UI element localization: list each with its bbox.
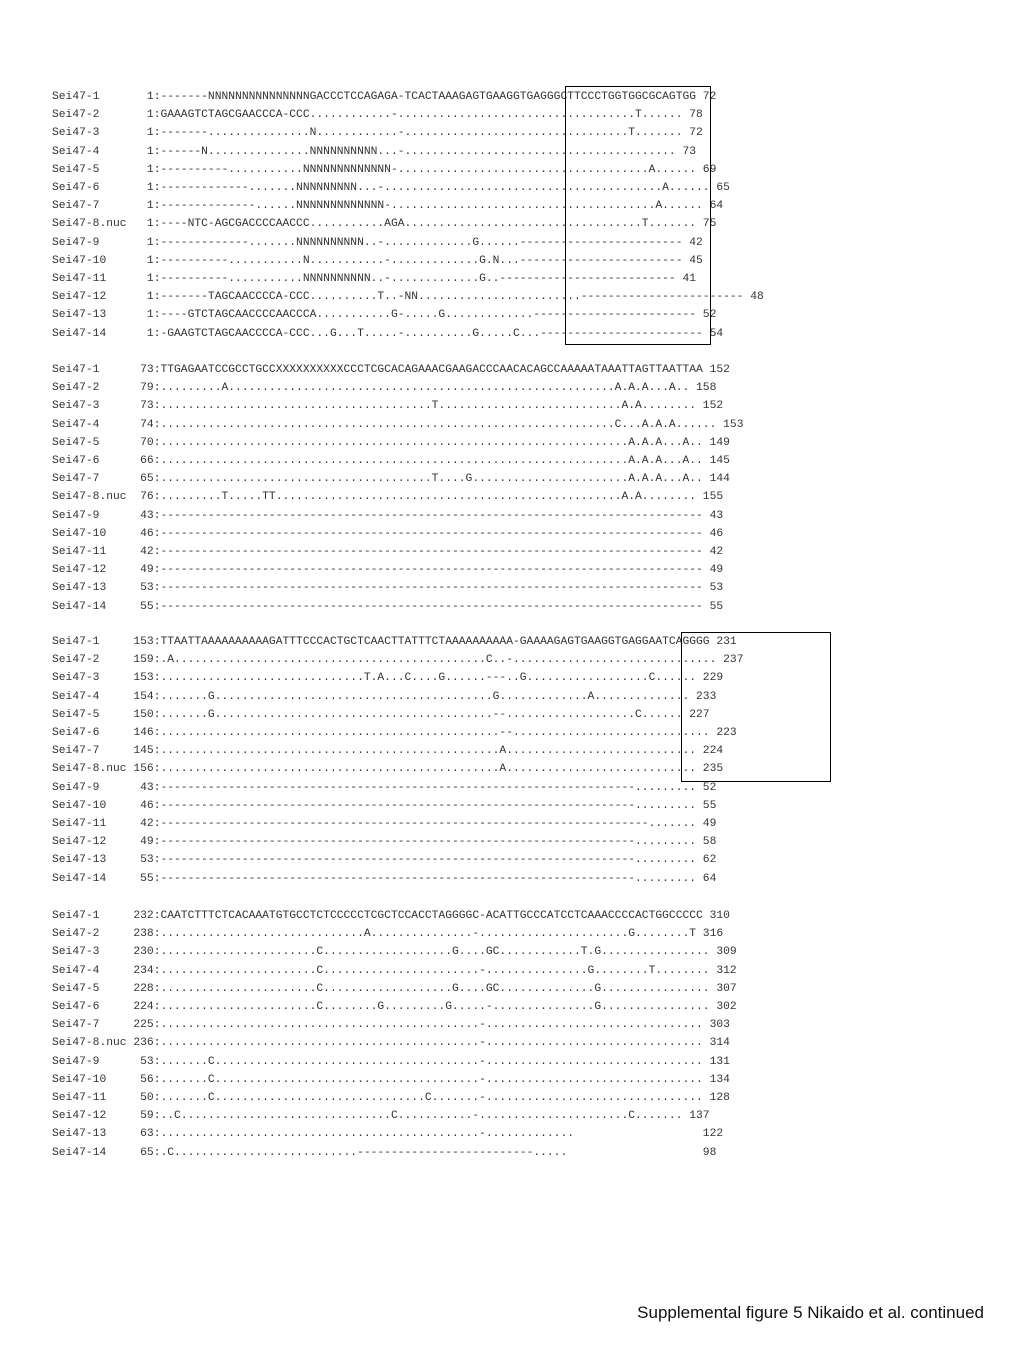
alignment-row: Sei47-4 1:------N...............NNNNNNNNNN...-........................................ 73 xyxy=(52,145,697,158)
alignment-row: Sei47-12 59:..C...............................C...........-......................C....... 137 xyxy=(52,1110,710,1123)
alignment-row: Sei47-6 1:-------------.......NNNNNNNNN...-.........................................A...... 65 xyxy=(52,182,730,195)
alignment-row: Sei47-13 63:...............................................-............. 122 xyxy=(52,1128,724,1141)
alignment-row: Sei47-10 46:-------------------------------------------------------------------------------- 46 xyxy=(52,527,724,540)
alignment-row: Sei47-8.nuc 1:----NTC-AGCGACCCCAACCC...........AGA...................................T....... 75 xyxy=(52,218,717,231)
alignment-row: Sei47-6 66:.....................................................................A.A.A...A.. 145 xyxy=(52,455,730,468)
alignment-row: Sei47-2 79:.........A.........................................................A.A.A...A.. 158 xyxy=(52,382,717,395)
alignment-row: Sei47-4 74:...................................................................C...A.A.A...... 153 xyxy=(52,418,744,431)
alignment-row: Sei47-1 73:TTGAGAATCCGCCTGCCXXXXXXXXXXCCCTCGCACAGAAACGAAGACCCAACACAGCCAAAAATAAATTAGTTAATTAA 152 xyxy=(52,364,730,376)
figure-caption: Supplemental figure 5 Nikaido et al. continued xyxy=(637,1303,984,1322)
alignment-row: Sei47-14 55:-------------------------------------------------------------------------------- 55 xyxy=(52,600,724,613)
alignment-block-2 xyxy=(52,361,743,616)
alignment-row: Sei47-10 56:.......C.......................................-................................ 134 xyxy=(52,1073,730,1086)
alignment-row: Sei47-5 1:----------...........NNNNNNNNNNNNN-.....................................A...... 69 xyxy=(52,163,717,176)
alignment-row: Sei47-12 49:-------------------------------------------------------------------------------- 49 xyxy=(52,564,724,577)
alignment-block-3 xyxy=(52,633,743,888)
alignment-row: Sei47-6 224:.......................C........G.........G.....-...............G................ 302 xyxy=(52,1001,737,1014)
alignment-row: Sei47-9 53:.......C.......................................-................................ 131 xyxy=(52,1055,730,1068)
alignment-row: Sei47-2 1:GAAAGTCTAGCGAACCCA-CCC............-...................................T...... 78 xyxy=(52,109,703,122)
alignment-row: Sei47-4 234:.......................C.......................-...............G........T........ 312 xyxy=(52,964,737,977)
alignment-row: Sei47-10 1:----------...........N...........-.............G.N...------------------------ 45 xyxy=(52,254,703,267)
alignment-row: Sei47-13 53:-------------------------------------------------------------------------------- 53 xyxy=(52,582,724,595)
alignment-row: Sei47-5 228:.......................C...................G....GC..............G................ 307 xyxy=(52,982,737,995)
alignment-row: Sei47-8.nuc 156:..................................................A............................ 235 xyxy=(52,763,724,776)
alignment-row: Sei47-5 150:.......G.........................................--...................C...... 227 xyxy=(52,708,710,721)
alignment-row: Sei47-10 46:----------------------------------------------------------------------......... 55 xyxy=(52,799,717,812)
alignment-row: Sei47-6 146:..................................................--............................. 223 xyxy=(52,727,737,740)
alignment-row: Sei47-11 42:-------------------------------------------------------------------------------- 42 xyxy=(52,546,724,559)
alignment-row: Sei47-1 153:TTAATTAAAAAAAAAAGATTTCCCACTGCTCAACTTATTTCTAAAAAAAAAA-GAAAAGAGTGAAGGTGAGGAATCAGGGG 231 xyxy=(52,636,737,648)
alignment-row: Sei47-12 49:----------------------------------------------------------------------......... 58 xyxy=(52,836,717,849)
alignment-block-4 xyxy=(52,907,737,1162)
alignment-row: Sei47-1 232:CAATCTTTCTCACAAATGTGCCTCTCCCCCTCGCTCCACCTAGGGGC-ACATTGCCCATCCTCAAACCCCACTGGCCCCC 310 xyxy=(52,910,730,922)
alignment-row: Sei47-9 43:-------------------------------------------------------------------------------- 43 xyxy=(52,509,724,522)
alignment-row: Sei47-4 154:.......G.........................................G.............A.............. 233 xyxy=(52,690,717,703)
alignment-row: Sei47-14 55:----------------------------------------------------------------------......... 64 xyxy=(52,872,717,885)
alignment-row: Sei47-8.nuc 236:...............................................-................................ 314 xyxy=(52,1037,730,1050)
alignment-row: Sei47-9 43:----------------------------------------------------------------------......... 52 xyxy=(52,781,717,794)
alignment-row: Sei47-11 50:.......C...............................C.......-................................ 128 xyxy=(52,1092,730,1105)
alignment-row: Sei47-11 1:----------...........NNNNNNNNNN..-.............G..-------------------------- 41 xyxy=(52,273,697,286)
alignment-row: Sei47-3 153:..............................T.A...C....G......---..G..................C...... 229 xyxy=(52,672,724,685)
alignment-row: Sei47-14 1:-GAAGTCTAGCAACCCCA-CCC...G...T.....-..........G.....C...------------------------ 54 xyxy=(52,327,724,340)
alignment-row: Sei47-3 73:........................................T...........................A.A........ 152 xyxy=(52,400,724,413)
alignment-row: Sei47-14 65:.C...........................--------------------------..... 98 xyxy=(52,1146,717,1159)
alignment-row: Sei47-2 159:.A..............................................C..-.............................. 237 xyxy=(52,654,744,667)
motif-highlight-box xyxy=(565,86,711,345)
alignment-row: Sei47-5 70:.....................................................................A.A.A...A.. 149 xyxy=(52,436,730,449)
alignment-row: Sei47-3 230:.......................C...................G....GC............T.G................ 309 xyxy=(52,946,737,959)
alignment-row: Sei47-13 1:----GTCTAGCAACCCCAACCCA...........G-.....G.............------------------------ 52 xyxy=(52,309,717,322)
alignment-row: Sei47-1 1:-------NNNNNNNNNNNNNNNGACCCTCCAGAGA-TCACTAAAGAGTGAAGGTGAGGGCTTCCCTGGTGGCGCAGTGG 72 xyxy=(52,91,717,103)
alignment-row: Sei47-7 65:........................................T....G.......................A.A.A...A.. 144 xyxy=(52,473,730,486)
alignment-row: Sei47-8.nuc 76:.........T.....TT...................................................A.A........ 155 xyxy=(52,491,724,504)
alignment-row: Sei47-3 1:-------...............N............-.................................T....... 72 xyxy=(52,127,703,140)
alignment-row: Sei47-2 238:..............................A...............-......................G........T 316 xyxy=(52,928,724,941)
alignment-row: Sei47-9 1:-------------.......NNNNNNNNNN..-.............G......------------------------ 42 xyxy=(52,236,703,249)
alignment-row: Sei47-7 145:..................................................A............................ 224 xyxy=(52,745,724,758)
alignment-row: Sei47-7 1:--------------......NNNNNNNNNNNNN-.......................................A...... 64 xyxy=(52,200,724,213)
alignment-row: Sei47-7 225:...............................................-................................ 303 xyxy=(52,1019,730,1032)
motif-highlight-box xyxy=(681,632,831,782)
alignment-row: Sei47-13 53:----------------------------------------------------------------------......... 62 xyxy=(52,854,717,867)
alignment-row: Sei47-12 1:-------TAGCAACCCCA-CCC..........T..-NN........................------------------------ 48 xyxy=(52,291,764,304)
alignment-row: Sei47-11 42:------------------------------------------------------------------------....... 49 xyxy=(52,818,717,831)
